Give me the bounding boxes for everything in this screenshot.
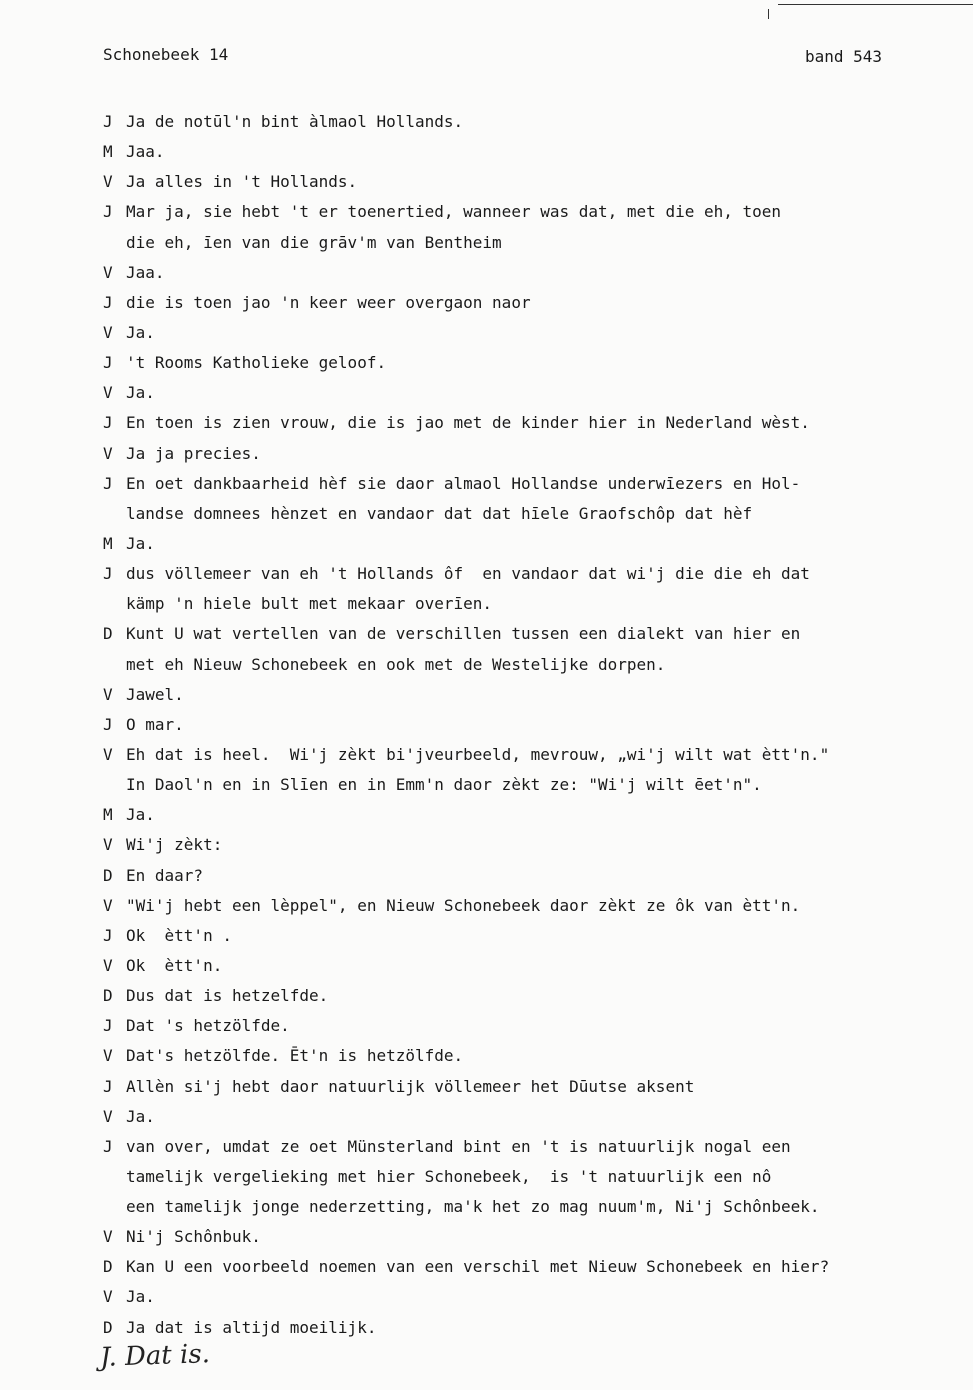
transcript-line bbox=[103, 107, 953, 137]
speaker-label: V bbox=[103, 1046, 113, 1066]
transcript-line bbox=[103, 408, 953, 438]
utterance-text: Ja. bbox=[126, 1106, 155, 1126]
utterance-text: O mar. bbox=[126, 714, 184, 734]
utterance-text: "Wi'j hebt een lèppel", en Nieuw Schonebeek daor zèkt ze ôk van ètt'n. bbox=[126, 895, 801, 915]
speaker-label: V bbox=[103, 835, 113, 855]
utterance-text: Ok ètt'n . bbox=[126, 925, 232, 945]
utterance-text: Ja. bbox=[126, 1287, 155, 1307]
transcript-line bbox=[103, 650, 953, 680]
speaker-label: J bbox=[103, 413, 113, 433]
speaker-label: D bbox=[103, 1317, 113, 1337]
transcript-line bbox=[103, 1162, 953, 1192]
speaker-label: J bbox=[103, 564, 113, 584]
utterance-text: die eh, īen van die grāv'm van Bentheim bbox=[126, 232, 502, 252]
speaker-label: J bbox=[103, 353, 113, 373]
utterance-text: Eh dat is heel. Wi'j zèkt bi'jveurbeeld, mevrouw, „wi'j wilt wat ètt'n." bbox=[126, 744, 830, 764]
transcript-line bbox=[103, 1102, 953, 1132]
transcript-line bbox=[103, 559, 953, 589]
transcript-line bbox=[103, 378, 953, 408]
utterance-text: Kan U een voorbeeld noemen van een verschil met Nieuw Schonebeek en hier? bbox=[126, 1257, 830, 1277]
speaker-label: V bbox=[103, 955, 113, 975]
transcript-line bbox=[103, 1252, 953, 1282]
utterance-text: En daar? bbox=[126, 865, 204, 885]
transcript-line bbox=[103, 1282, 953, 1312]
transcript-line bbox=[103, 981, 953, 1011]
utterance-text: Ja ja precies. bbox=[126, 443, 261, 463]
transcript-line bbox=[103, 830, 953, 860]
speaker-label: V bbox=[103, 172, 113, 192]
utterance-text: Ni'j Schônbuk. bbox=[126, 1227, 261, 1247]
utterance-text: Dus dat is hetzelfde. bbox=[126, 986, 329, 1006]
utterance-text: Jaa. bbox=[126, 142, 165, 162]
speaker-label: J bbox=[103, 112, 113, 131]
utterance-text: Ja alles in 't Hollands. bbox=[126, 172, 358, 192]
header-tape-number: band 543 bbox=[805, 47, 883, 66]
speaker-label: V bbox=[103, 1287, 113, 1307]
speaker-label: M bbox=[103, 805, 113, 825]
transcript-line bbox=[103, 318, 953, 348]
top-edge-tick bbox=[768, 9, 769, 19]
utterance-text: Ja. bbox=[126, 383, 155, 403]
utterance-text: kämp 'n hiele bult met mekaar overīen. bbox=[126, 594, 493, 614]
utterance-text: Jawel. bbox=[126, 684, 184, 704]
transcript-line bbox=[103, 1192, 953, 1222]
speaker-label: V bbox=[103, 1227, 113, 1247]
speaker-label: J bbox=[103, 1136, 113, 1156]
speaker-label: V bbox=[103, 744, 113, 764]
utterance-text: landse domnees hènzet en vandaor dat dat hīele Graofschôp dat hèf bbox=[126, 503, 753, 523]
speaker-label: D bbox=[103, 624, 113, 644]
transcript-line bbox=[103, 619, 953, 649]
transcript-line bbox=[103, 770, 953, 800]
utterance-text: Jaa. bbox=[126, 262, 165, 282]
transcript-line bbox=[103, 288, 953, 318]
utterance-text: van over, umdat ze oet Münsterland bint en 't is natuurlijk nogal een bbox=[126, 1136, 791, 1156]
speaker-label: V bbox=[103, 262, 113, 282]
utterance-text: dus völlemeer van eh 't Hollands ôf en vandaor dat wi'j die die eh dat bbox=[126, 564, 810, 584]
transcript-line bbox=[103, 1132, 953, 1162]
utterance-text: En toen is zien vrouw, die is jao met de kinder hier in Nederland wèst. bbox=[126, 413, 810, 433]
transcript-line bbox=[103, 1072, 953, 1102]
utterance-text: 't Rooms Katholieke geloof. bbox=[126, 353, 387, 373]
transcript-line bbox=[103, 228, 953, 258]
transcript-line bbox=[103, 348, 953, 378]
speaker-label: D bbox=[103, 865, 113, 885]
transcript-line bbox=[103, 167, 953, 197]
utterance-text: Ja dat is altijd moeilijk. bbox=[126, 1317, 377, 1337]
transcript-line bbox=[103, 1041, 953, 1071]
utterance-text: En oet dankbaarheid hèf sie daor almaol Hollandse underwīezers en Hol- bbox=[126, 473, 801, 493]
transcript-line bbox=[103, 197, 953, 227]
transcript-line bbox=[103, 529, 953, 559]
speaker-label: J bbox=[103, 1076, 113, 1096]
transcript-line bbox=[103, 499, 953, 529]
utterance-text: Dat 's hetzölfde. bbox=[126, 1016, 290, 1036]
utterance-text: Ja de notūl'n bint àlmaol Hollands. bbox=[126, 112, 464, 131]
utterance-text: die is toen jao 'n keer weer overgaon naor bbox=[126, 292, 531, 312]
utterance-text: Wi'j zèkt: bbox=[126, 835, 223, 855]
handwritten-note: J. Dat is. bbox=[99, 1339, 211, 1373]
utterance-text: tamelijk vergelieking met hier Schonebeek, is 't natuurlijk een nô bbox=[126, 1166, 772, 1186]
speaker-label: D bbox=[103, 986, 113, 1006]
speaker-label: V bbox=[103, 322, 113, 342]
speaker-label: V bbox=[103, 383, 113, 403]
transcript-line bbox=[103, 891, 953, 921]
speaker-label: D bbox=[103, 1257, 113, 1277]
utterance-text: In Daol'n en in Slīen en in Emm'n daor zèkt ze: "Wi'j wilt ēet'n". bbox=[126, 775, 762, 795]
transcript-line bbox=[103, 1313, 953, 1343]
top-edge-rule bbox=[778, 4, 973, 5]
transcript-line bbox=[103, 137, 953, 167]
transcript-line bbox=[103, 1011, 953, 1041]
transcript-line bbox=[103, 589, 953, 619]
transcript-line bbox=[103, 680, 953, 710]
speaker-label: M bbox=[103, 142, 113, 162]
header-location: Schonebeek 14 bbox=[103, 45, 229, 64]
utterance-text: Ja. bbox=[126, 533, 155, 553]
speaker-label: V bbox=[103, 895, 113, 915]
transcript-line bbox=[103, 1222, 953, 1252]
speaker-label: V bbox=[103, 684, 113, 704]
transcript-line bbox=[103, 258, 953, 288]
utterance-text: Ja. bbox=[126, 805, 155, 825]
transcript-line bbox=[103, 921, 953, 951]
transcript-line bbox=[103, 861, 953, 891]
utterance-text: Kunt U wat vertellen van de verschillen tussen een dialekt van hier en bbox=[126, 624, 801, 644]
utterance-text: een tamelijk jonge nederzetting, ma'k het zo mag nuum'm, Ni'j Schônbeek. bbox=[126, 1197, 820, 1217]
utterance-text: Mar ja, sie hebt 't er toenertied, wanneer was dat, met die eh, toen bbox=[126, 202, 782, 222]
transcript-line bbox=[103, 951, 953, 981]
utterance-text: Ok ètt'n. bbox=[126, 955, 223, 975]
speaker-label: M bbox=[103, 533, 113, 553]
speaker-label: J bbox=[103, 473, 113, 493]
transcript-body bbox=[103, 107, 953, 1343]
transcript-line bbox=[103, 710, 953, 740]
utterance-text: Ja. bbox=[126, 322, 155, 342]
speaker-label: J bbox=[103, 925, 113, 945]
utterance-text: Dat's hetzölfde. Ēt'n is hetzölfde. bbox=[126, 1046, 464, 1066]
transcript-line bbox=[103, 439, 953, 469]
utterance-text: Allèn si'j hebt daor natuurlijk völlemeer het Dūutse aksent bbox=[126, 1076, 695, 1096]
utterance-text: met eh Nieuw Schonebeek en ook met de Westelijke dorpen. bbox=[126, 654, 666, 674]
transcript-line bbox=[103, 469, 953, 499]
speaker-label: V bbox=[103, 1106, 113, 1126]
speaker-label: V bbox=[103, 443, 113, 463]
speaker-label: J bbox=[103, 714, 113, 734]
speaker-label: J bbox=[103, 292, 113, 312]
speaker-label: J bbox=[103, 202, 113, 222]
speaker-label: J bbox=[103, 1016, 113, 1036]
transcript-line bbox=[103, 800, 953, 830]
transcript-line bbox=[103, 740, 953, 770]
